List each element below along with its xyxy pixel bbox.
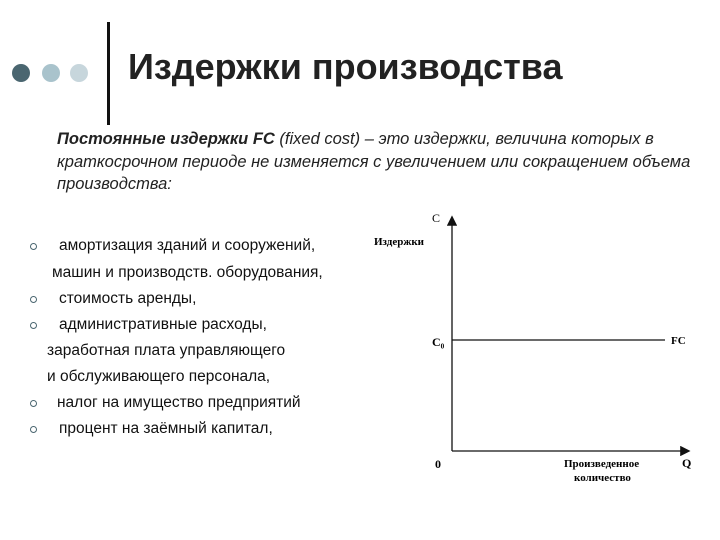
definition-term: Постоянные издержки FC [57, 130, 275, 148]
list-item: административные расходы, [59, 316, 267, 333]
page-title: Издержки производства [128, 46, 563, 87]
definition-text: (fixed cost) – это издержки, величина которых в краткосрочном периоде не изменяется с увеличением или сокращением объема производства: [57, 130, 691, 193]
x-axis-label-line1: Произведенное [564, 458, 640, 470]
y-tick-label: C₀ [432, 335, 445, 349]
y-axis-symbol: C [432, 211, 441, 225]
list-item: стоимость аренды, [59, 290, 197, 307]
y-axis-label: Издержки [374, 236, 424, 248]
list-item: заработная плата управляющего [47, 342, 286, 359]
list-item: процент на заёмный капитал, [59, 420, 273, 437]
series-label-fc: FC [671, 335, 686, 347]
origin-label: 0 [435, 457, 441, 471]
list-item: налог на имущество предприятий [57, 394, 301, 411]
x-axis-label-line2: количество [574, 472, 631, 484]
list-item: машин и производств. оборудования, [52, 264, 323, 281]
list-item: амортизация зданий и сооружений, [59, 237, 316, 254]
list-item: и обслуживающего персонала, [47, 368, 271, 385]
x-axis-symbol: Q [682, 456, 692, 470]
